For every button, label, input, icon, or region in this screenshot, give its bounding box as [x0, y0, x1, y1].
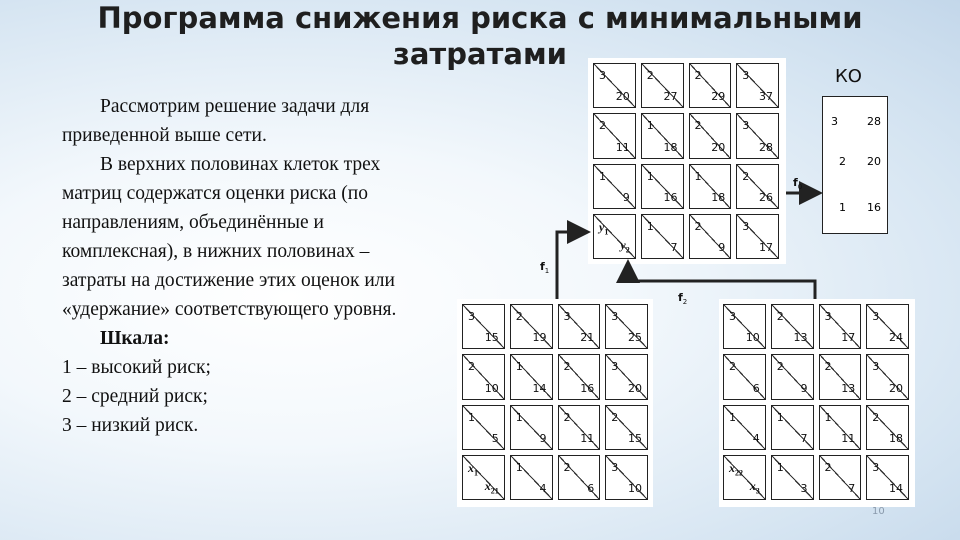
risk-value: 1 — [646, 219, 654, 233]
cost-value: 16 — [580, 381, 595, 395]
cost-value: 7 — [800, 431, 808, 445]
cost-value: 6 — [752, 381, 760, 395]
risk-value: 2 — [872, 410, 880, 424]
ko-risk-value: 3 — [831, 115, 838, 128]
risk-value: 1 — [599, 169, 606, 183]
cost-value: 14 — [889, 482, 903, 495]
risk-value: 3 — [824, 310, 832, 323]
cost-value: 20 — [711, 140, 726, 154]
cost-value: 13 — [793, 331, 808, 345]
corner-label-top: $x_{22}$ — [729, 460, 743, 478]
risk-value: 1 — [515, 460, 523, 474]
cost-value: 11 — [615, 140, 630, 154]
cost-value: 9 — [718, 241, 726, 254]
risk-value: 3 — [742, 219, 750, 233]
risk-value: 3 — [611, 360, 619, 374]
risk-value: 2 — [694, 119, 702, 133]
cost-value: 27 — [663, 90, 678, 104]
risk-value: 1 — [646, 169, 654, 183]
risk-value: 3 — [872, 310, 880, 323]
risk-value: 2 — [776, 360, 784, 374]
risk-value: 2 — [776, 310, 784, 323]
cost-value: 20 — [615, 90, 630, 104]
label-f1: $f_1$ — [540, 260, 550, 276]
cost-value: 10 — [628, 482, 642, 495]
cost-value: 20 — [889, 381, 903, 395]
paragraph-intro: Рассмотрим решение задачи для приведенной выше сети. — [62, 96, 370, 146]
risk-value: 1 — [515, 360, 523, 374]
page-number: 10 — [872, 506, 885, 517]
risk-value: 2 — [824, 460, 832, 474]
label-f0: $f_0$ — [793, 176, 803, 192]
risk-value: 3 — [611, 310, 619, 323]
cost-value: 10 — [745, 331, 760, 345]
scale-item-high: 1 – высокий риск; — [62, 357, 211, 378]
risk-value: 3 — [742, 69, 750, 82]
cost-value: 11 — [580, 431, 595, 445]
cost-value: 15 — [628, 431, 642, 445]
risk-value: 2 — [694, 219, 702, 233]
risk-value: 3 — [611, 460, 619, 474]
risk-value: 1 — [776, 410, 784, 424]
cost-value: 21 — [580, 331, 595, 345]
ko-risk-value: 1 — [839, 201, 846, 214]
cost-value: 4 — [752, 431, 760, 445]
corner-label-top: $y_1$ — [599, 219, 609, 237]
corner-label-top: $x_1$ — [468, 460, 478, 478]
risk-value: 1 — [468, 410, 475, 424]
ko-cost-value: 28 — [867, 115, 881, 128]
cost-value: 13 — [841, 381, 856, 395]
corner-label-bottom: $y_2$ — [620, 237, 630, 254]
risk-value: 2 — [742, 169, 750, 183]
cost-value: 29 — [711, 90, 726, 104]
corner-label-bottom: $x_{21}$ — [484, 478, 499, 495]
paragraph-description: В верхних половинах клеток трех матриц содержатся оценки риска (по направлениям, объединённые и комплексная), в нижних половинах – затраты на достижение этих оценок или «удержание» соответствующего уровня. — [62, 154, 397, 320]
cost-value: 3 — [800, 482, 808, 495]
cost-value: 5 — [491, 431, 499, 445]
cost-value: 18 — [663, 140, 678, 154]
risk-value: 3 — [468, 310, 475, 323]
cost-value: 15 — [484, 331, 499, 345]
cost-value: 18 — [889, 431, 903, 445]
risk-value: 3 — [563, 310, 571, 323]
cost-value: 9 — [622, 190, 630, 204]
ko-cost-value: 20 — [867, 155, 881, 168]
cost-value: 26 — [759, 190, 773, 204]
ko-risk-value: 2 — [839, 155, 846, 168]
risk-value: 2 — [599, 119, 606, 133]
cost-value: 18 — [711, 190, 726, 204]
page-title: Программа снижения риска с минимальными затратами — [97, 1, 863, 71]
cost-value: 4 — [539, 482, 547, 495]
risk-value: 3 — [742, 119, 750, 133]
risk-value: 1 — [776, 460, 784, 474]
risk-value: 2 — [694, 69, 702, 82]
risk-value: 2 — [611, 410, 619, 424]
risk-value: 3 — [599, 69, 606, 82]
risk-value: 1 — [515, 410, 523, 424]
risk-value: 1 — [646, 119, 654, 133]
ko-cost-value: 16 — [867, 201, 881, 214]
risk-value: 1 — [729, 410, 736, 424]
risk-value: 2 — [729, 360, 736, 374]
risk-value: 2 — [468, 360, 475, 374]
risk-value: 1 — [694, 169, 702, 183]
risk-value: 3 — [729, 310, 736, 323]
cost-value: 7 — [670, 241, 678, 254]
risk-value: 2 — [646, 69, 654, 82]
cost-value: 9 — [539, 431, 547, 445]
cost-value: 11 — [841, 431, 856, 445]
cost-value: 20 — [628, 381, 642, 395]
cost-value: 9 — [800, 381, 808, 395]
cost-value: 19 — [532, 331, 547, 345]
cost-value: 16 — [663, 190, 678, 204]
risk-value: 3 — [872, 360, 880, 374]
cost-value: 25 — [628, 331, 642, 345]
scale-item-low: 3 – низкий риск. — [62, 415, 199, 436]
arrow-f1 — [557, 232, 585, 299]
cost-value: 7 — [848, 482, 856, 495]
risk-value: 1 — [824, 410, 832, 424]
cost-value: 28 — [759, 140, 773, 154]
scale-heading: Шкала: — [100, 328, 170, 349]
corner-label-bottom: $x_3$ — [749, 478, 760, 495]
risk-value: 2 — [515, 310, 523, 323]
cost-value: 17 — [841, 331, 856, 345]
arrow-f2 — [628, 265, 815, 299]
risk-value: 2 — [824, 360, 832, 374]
scale-item-medium: 2 – средний риск; — [62, 386, 208, 407]
cost-value: 14 — [532, 381, 547, 395]
risk-value: 2 — [563, 360, 571, 374]
risk-value: 3 — [872, 460, 880, 474]
cost-value: 17 — [759, 241, 773, 254]
ko-title: КО — [835, 66, 862, 87]
risk-value: 2 — [563, 460, 571, 474]
risk-value: 2 — [563, 410, 571, 424]
cost-value: 24 — [889, 331, 903, 345]
label-f2: $f_2$ — [678, 291, 688, 307]
cost-value: 10 — [484, 381, 499, 395]
cost-value: 6 — [587, 482, 595, 495]
cost-value: 37 — [759, 90, 773, 104]
